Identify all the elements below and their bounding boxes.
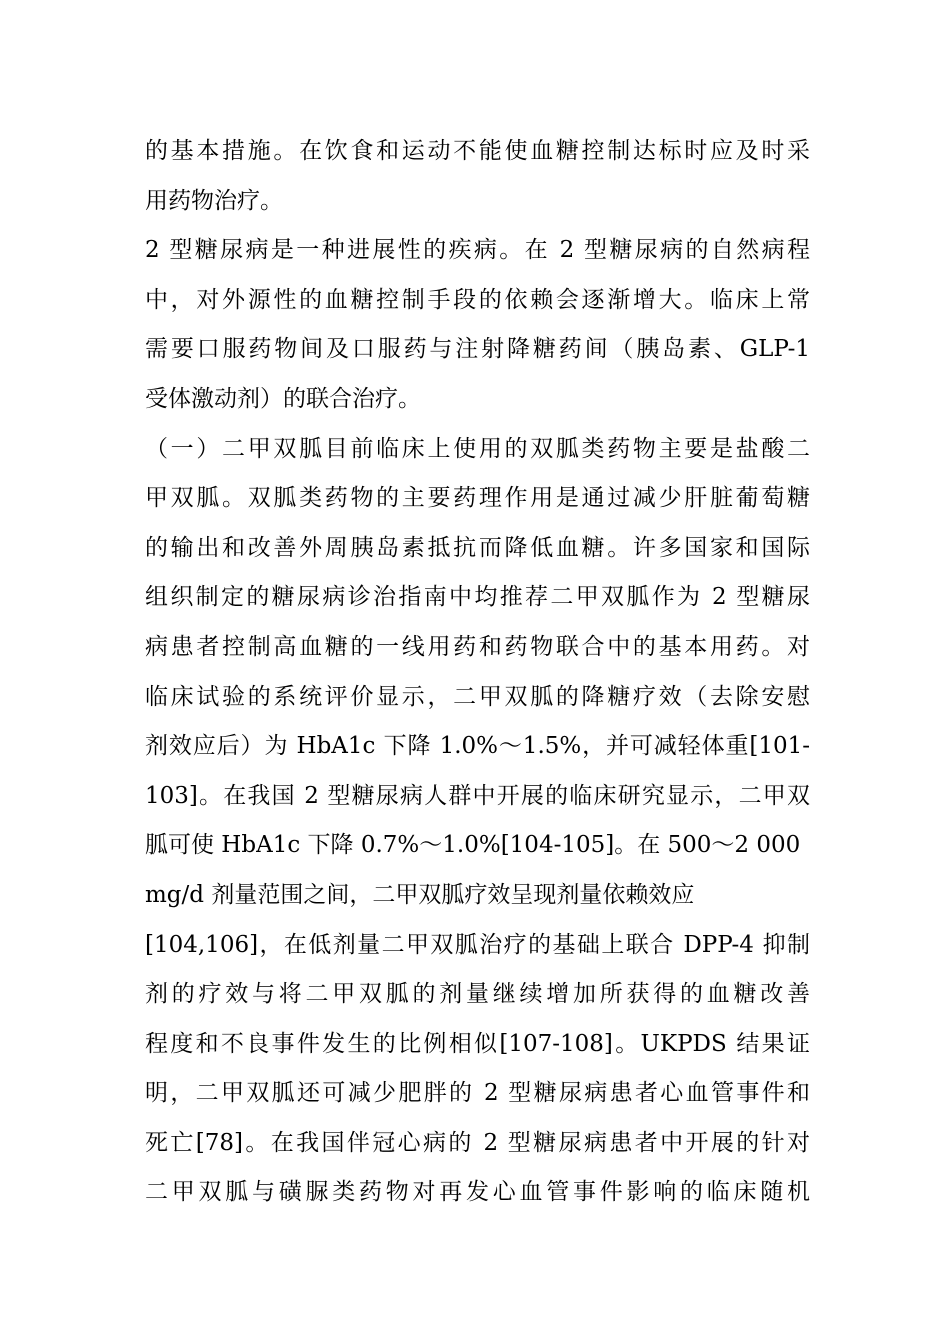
text-line: 临床试验的系统评价显示，二甲双胍的降糖疗效（去除安慰 [145, 683, 810, 710]
text-line: 二甲双胍与磺脲类药物对再发心血管事件影响的临床随机 [145, 1179, 810, 1206]
text-line: 的基本措施。在饮食和运动不能使血糖控制达标时应及时采 [145, 138, 810, 164]
text-line: 103]。在我国 2 型糖尿病人群中开展的临床研究显示，二甲双 [145, 782, 810, 809]
text-line: 程度和不良事件发生的比例相似[107-108]。UKPDS 结果证 [145, 1030, 810, 1057]
text-line: 甲双胍。双胍类药物的主要药理作用是通过减少肝脏葡萄糖 [145, 485, 810, 512]
text-line: 受体激动剂）的联合治疗。 [145, 385, 421, 412]
text-line: 中，对外源性的血糖控制手段的依赖会逐渐增大。临床上常 [145, 286, 810, 313]
text-line: 用药物治疗。 [145, 187, 283, 214]
text-line: mg/d 剂量范围之间，二甲双胍疗效呈现剂量依赖效应 [145, 881, 695, 908]
text-line: 死亡[78]。在我国伴冠心病的 2 型糖尿病患者中开展的针对 [145, 1129, 810, 1156]
text-line: 病患者控制高血糖的一线用药和药物联合中的基本用药。对 [145, 633, 810, 660]
text-line: 2 型糖尿病是一种进展性的疾病。在 2 型糖尿病的自然病程 [145, 237, 810, 264]
text-line: [104,106]，在低剂量二甲双胍治疗的基础上联合 DPP-4 抑制 [145, 931, 810, 958]
text-line: 明，二甲双胍还可减少肥胖的 2 型糖尿病患者心血管事件和 [145, 1080, 810, 1107]
text-line: 胍可使 HbA1c 下降 0.7%～1.0%[104-105]。在 500～2 000 [145, 832, 801, 859]
text-line: 剂效应后）为 HbA1c 下降 1.0%～1.5%，并可减轻体重[101- [145, 733, 810, 760]
text-line: 剂的疗效与将二甲双胍的剂量继续增加所获得的血糖改善 [145, 981, 810, 1008]
text-line: 的输出和改善外周胰岛素抵抗而降低血糖。许多国家和国际 [145, 534, 810, 561]
text-line: 需要口服药物间及口服药与注射降糖药间（胰岛素、GLP-1 [145, 336, 810, 363]
text-line: （一）二甲双胍目前临床上使用的双胍类药物主要是盐酸二 [145, 435, 810, 462]
text-line: 组织制定的糖尿病诊治指南中均推荐二甲双胍作为 2 型糖尿 [145, 584, 810, 611]
document-body [145, 127, 810, 1218]
